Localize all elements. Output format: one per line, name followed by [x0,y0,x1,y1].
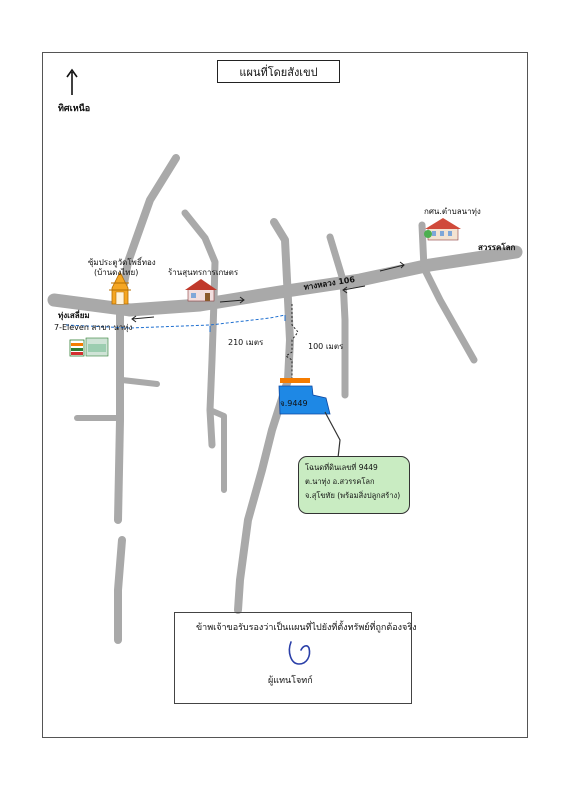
side-road-left [122,380,157,384]
certification-signer: ผู้แทนโจทก์ [268,676,313,686]
road-label-right: สวรรคโลก [478,243,516,252]
callout-line3: จ.สุโขทัย (พร้อมสิ่งปลูกสร้าง) [305,491,401,500]
office-label: กศน.ตำบลนาทุ่ง [424,207,481,216]
office-road [422,225,474,360]
road-label-left: ทุ่งเสลี่ยม [58,311,90,320]
arrow-left-1 [132,316,154,322]
distance-label-100m: 100 เมตร [308,342,344,351]
callout-line2: ต.นาทุ่ง อ.สวรรคโลก [305,477,375,486]
north-label: ทิศเหนือ [58,104,91,114]
distance-label-210m: 210 เมตร [228,338,264,347]
temple-label-line1: ซุ้มประตูวัดโพธิ์ทอง [88,258,156,267]
parcel-label: จ.9449 [280,399,308,408]
parcel-building [280,378,310,383]
office-building-icon [424,218,461,240]
north-arrow-icon [64,68,80,96]
map-title: แผนที่โดยสังเขป [217,60,340,83]
temple-road [118,158,176,520]
lower-left-road [118,540,122,640]
callout-line1: โฉนดที่ดินเลขที่ 9449 [305,463,378,472]
right-road [330,237,345,395]
parcel-callout [298,456,410,514]
callout-pointer [325,412,340,458]
certification-text: ข้าพเจ้าขอรับรองว่าเป็นแผนที่ไปยังที่ตั้งทรัพย์ที่ถูกต้องจริง [196,623,417,633]
road-label-highway: ทางหลวง 106 [303,274,356,292]
center-road [238,222,290,610]
seven-eleven-label: 7-Eleven สาขา นาทุ่ง [54,323,133,332]
signature-mark [285,638,315,670]
seven-eleven-icon [70,338,108,356]
temple-label-line2: (บ้านดงไทย) [94,268,139,277]
shop-label: ร้านสุนทรการเกษตร [168,268,239,277]
